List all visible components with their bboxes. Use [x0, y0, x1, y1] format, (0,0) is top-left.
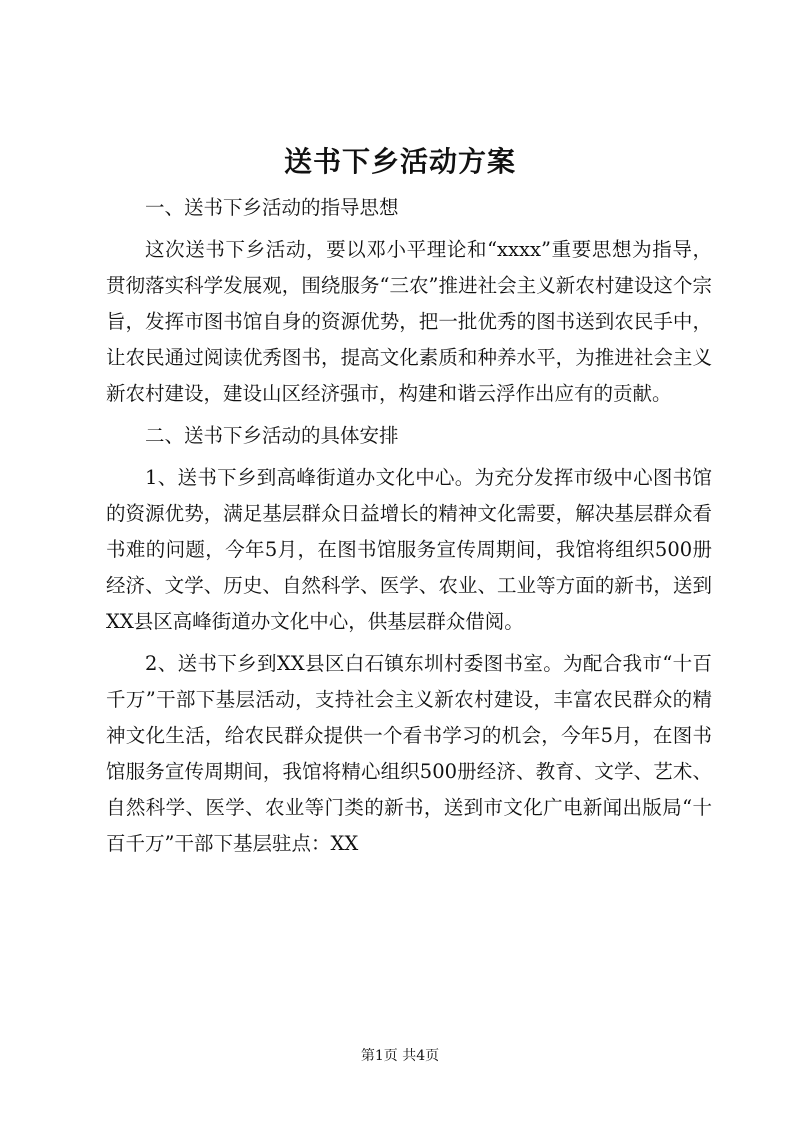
section-heading: 一、送书下乡活动的指导思想: [145, 196, 399, 219]
section-heading: 二、送书下乡活动的具体安排: [145, 424, 399, 447]
paragraph: 1、送书下乡到高峰街道办文化中心。为充分发挥市级中心图书馆的资源优势，满足基层群众日益增长的精神文化需要，解决基层群众看书难的问题，今年5月，在图书馆服务宣传周期间，我馆将组织500册经济、文学、历史、自然科学、医学、农业、工业等方面的新书，送到XX县区高峰街道办文化中心，供基层群众借阅。: [106, 466, 712, 633]
paragraph: 2、送书下乡到XX县区白石镇东圳村委图书室。为配合我市“十百千万”干部下基层活动，支持社会主义新农村建设，丰富农民群众的精神文化生活，给农民群众提供一个看书学习的机会，今年5月，在图书馆服务宣传周期间，我馆将精心组织500册经济、教育、文学、艺术、自然科学、医学、农业等门类的新书，送到市文化广电新闻出版局“十百千万”干部下基层驻点：XX: [106, 652, 712, 855]
document-body: [106, 190, 712, 868]
paragraph: 这次送书下乡活动，要以邓小平理论和“xxxx”重要思想为指导，贯彻落实科学发展观，围绕服务“三农”推进社会主义新农村建设这个宗旨，发挥市图书馆自身的资源优势，把一批优秀的图书送到农民手中，让农民通过阅读优秀图书，提高文化素质和种养水平，为推进社会主义新农村建设，建设山区经济强市，构建和谐云浮作出应有的贡献。: [106, 238, 712, 405]
page-footer: 第1页 共4页: [360, 1048, 440, 1064]
document-title: 送书下乡活动方案: [283, 145, 516, 178]
